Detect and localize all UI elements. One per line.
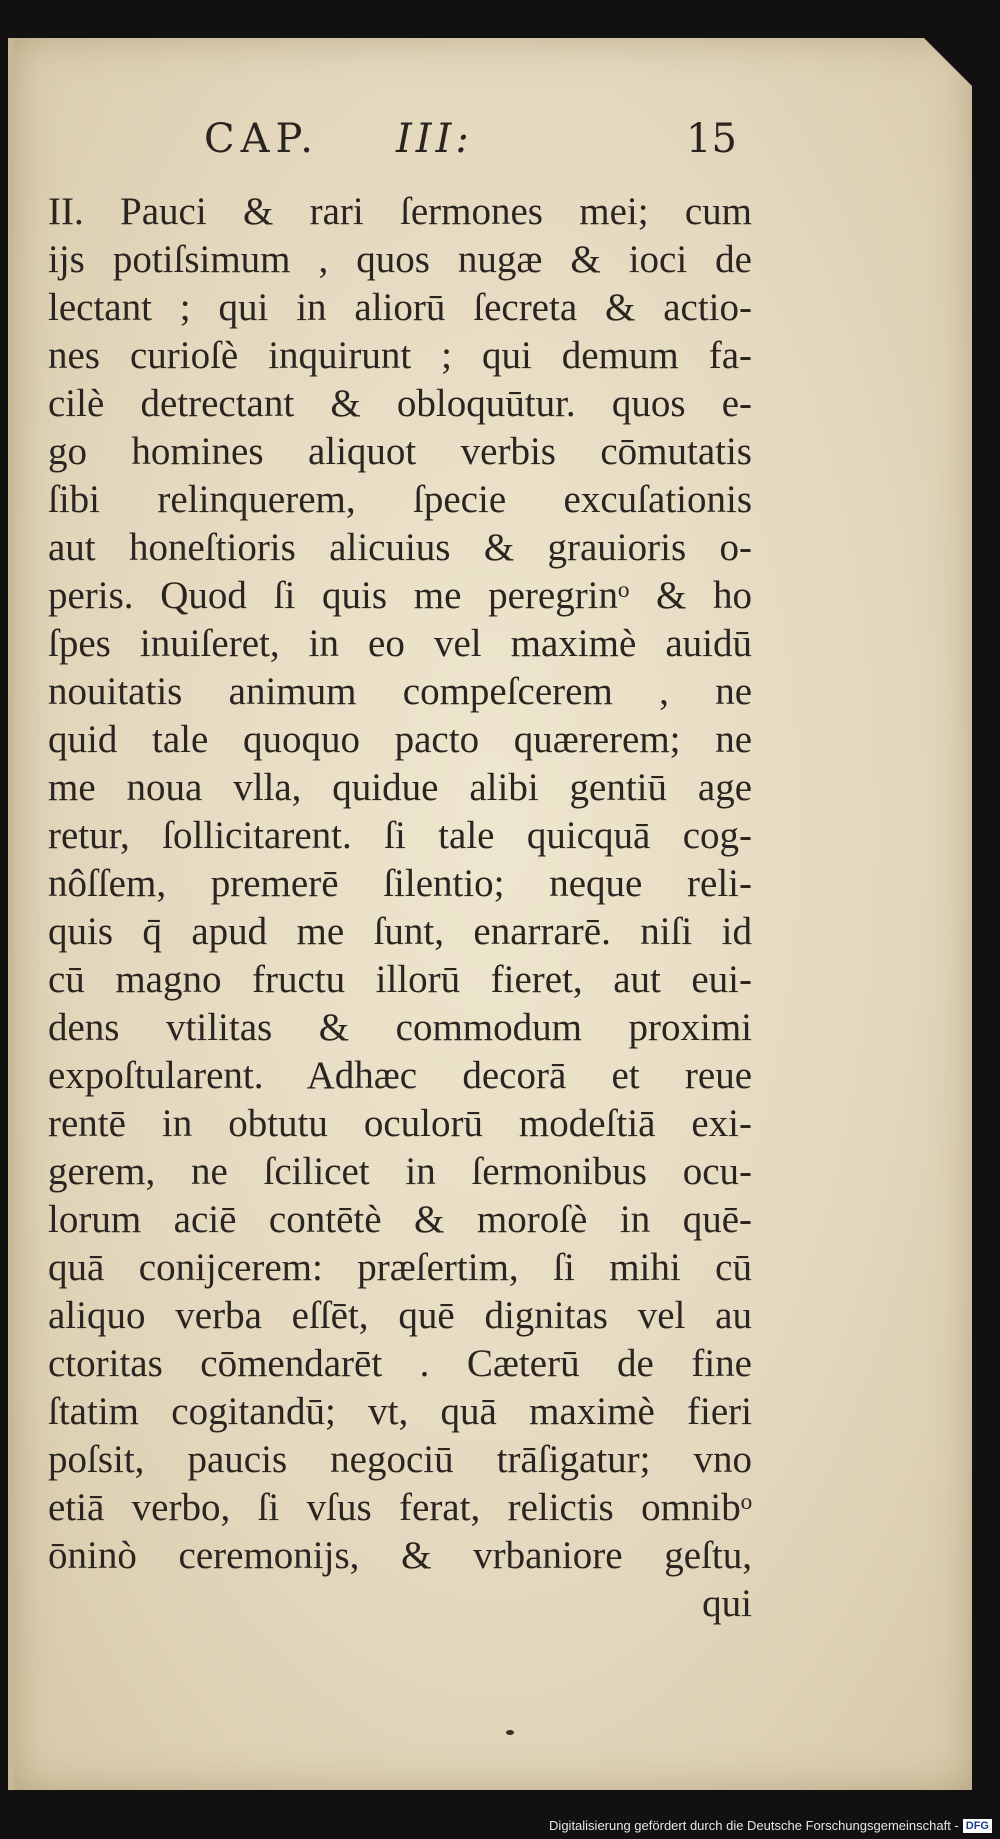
text-line: go homines aliquot verbis cōmutatis [48,430,752,473]
dfg-logo: DFG [963,1819,992,1833]
text-line: dens vtilitas & commodum proximi [48,1006,752,1049]
text-line: aut honeſtioris alicuius & grauioris o- [48,526,752,569]
page-number: 15 [686,116,737,162]
ink-spot [506,1730,514,1735]
text-line: ſtatim cogitandū; vt, quā maximè fieri [48,1390,752,1433]
text-line: lorum aciē contētè & moroſè in quē- [48,1198,752,1241]
text-line: nouitatis animum compeſcerem , ne [48,670,752,713]
text-line: ijs potiſsimum , quos nugæ & ioci de [48,238,752,281]
header-cap-label: CAP. [204,116,320,162]
running-header [14,116,972,186]
catchword: qui [702,1582,752,1625]
text-line: me noua vlla, quidue alibi gentiū age [48,766,752,809]
text-line: cū magno fructu illorū fieret, aut eui- [48,958,752,1001]
text-line: quis q̄ apud me ſunt, enarrarē. niſi id [48,910,752,953]
text-line: peris. Quod ſi quis me peregrinᵒ & ho [48,574,752,617]
text-line: lectant ; qui in aliorū ſecreta & actio- [48,286,752,329]
text-line: quid tale quoquo pacto quærerem; ne [48,718,752,761]
text-line: cilè detrectant & obloquūtur. quos e- [48,382,752,425]
torn-page-corner [922,36,974,88]
text-line: ſibi relinquerem, ſpecie excuſationis [48,478,752,521]
text-line: gerem, ne ſcilicet in ſermonibus ocu- [48,1150,752,1193]
text-line: rentē in obtutu oculorū modeſtiā exi- [48,1102,752,1145]
credit-text: Digitalisierung gefördert durch die Deutsche Forschungsgemeinschaft - [549,1818,959,1833]
text-line: ctoritas cōmendarēt . Cæterū de fine [48,1342,752,1385]
body-text [48,188,752,1628]
text-line: expoſtularent. Adhæc decorā et reue [48,1054,752,1097]
header-chapter-number: III: [396,116,473,162]
text-line: nes curioſè inquirunt ; qui demum fa- [48,334,752,377]
text-line: aliquo verba eſſēt, quē dignitas vel au [48,1294,752,1337]
text-line: poſsit, paucis negociū trāſigatur; vno [48,1438,752,1481]
digitization-credit [549,1818,992,1833]
text-line: ſpes inuiſeret, in eo vel maximè auidū [48,622,752,665]
book-page [8,38,972,1790]
text-line: quā conijcerem: præſertim, ſi mihi cū [48,1246,752,1289]
text-line: II. Pauci & rari ſermones mei; cum [48,190,752,233]
text-line: retur, ſollicitarent. ſi tale quicquā cog- [48,814,752,857]
text-line: nôſſem, premerē ſilentio; neque reli- [48,862,752,905]
text-line: ōninò ceremonijs, & vrbaniore geſtu, [48,1534,752,1577]
text-line: etiā verbo, ſi vſus ferat, relictis omnibᵒ [48,1486,752,1529]
